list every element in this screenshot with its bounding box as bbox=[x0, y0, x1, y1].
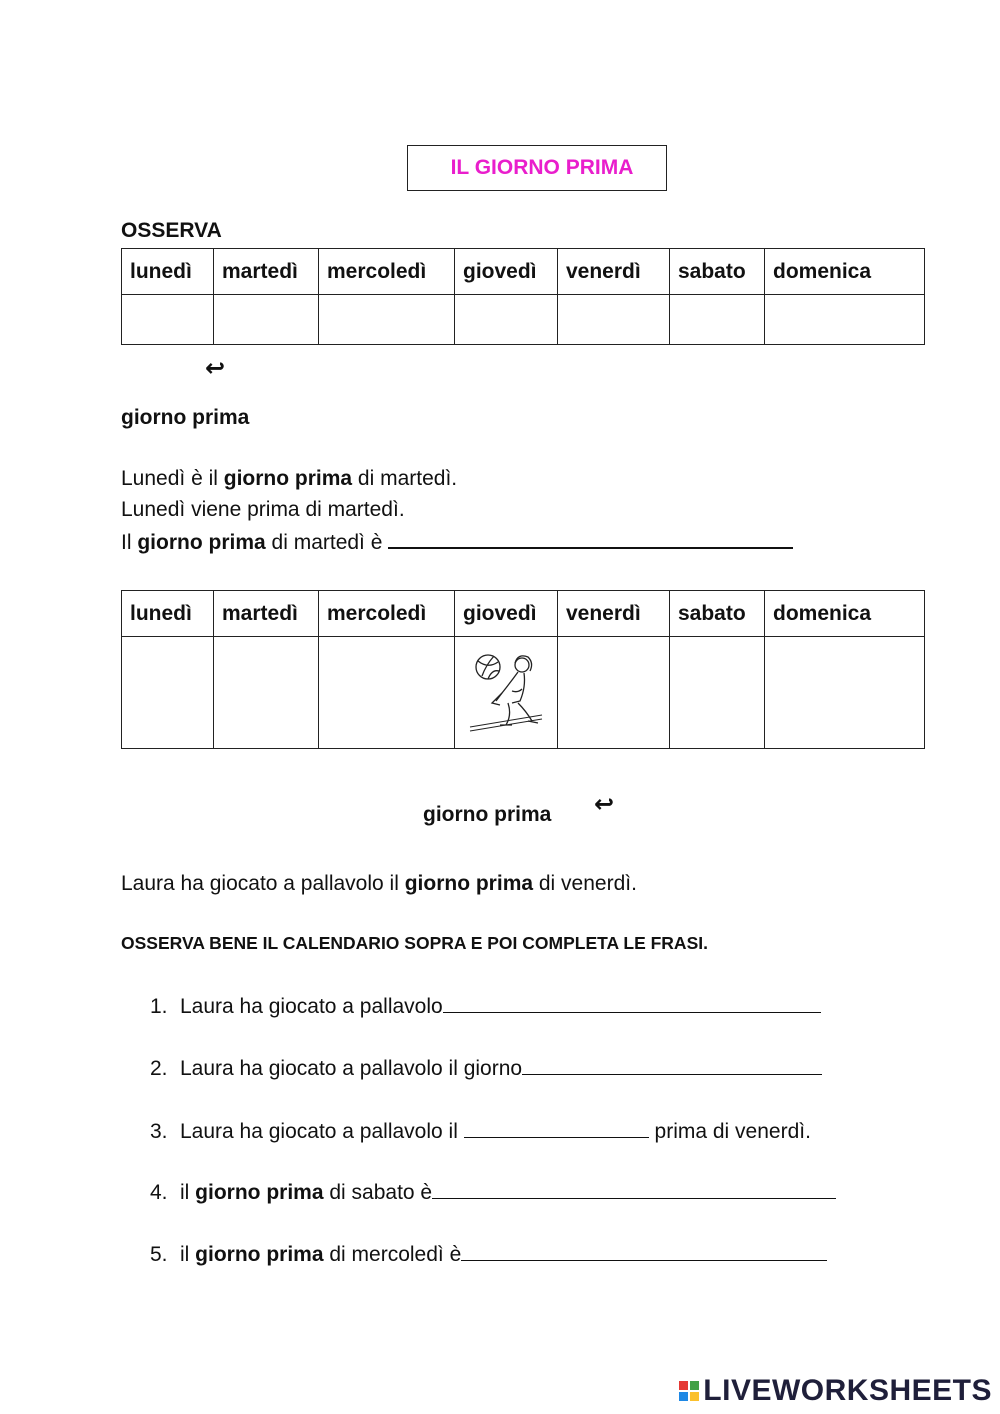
day-cell[interactable] bbox=[765, 295, 925, 345]
text-part: Laura ha giocato a pallavolo il bbox=[121, 872, 405, 895]
logo-square bbox=[690, 1392, 699, 1401]
day-header: mercoledì bbox=[319, 249, 455, 295]
day-header: lunedì bbox=[122, 591, 214, 637]
day-header: venerdì bbox=[558, 249, 670, 295]
day-cell-volleyball bbox=[455, 637, 558, 749]
giorno-prima-label-2: giorno prima bbox=[423, 803, 552, 826]
exercise-number: 4. bbox=[150, 1181, 168, 1204]
exercise-text: di sabato è bbox=[323, 1181, 433, 1204]
day-cell bbox=[122, 637, 214, 749]
day-cell[interactable] bbox=[122, 295, 214, 345]
day-cell bbox=[214, 637, 319, 749]
day-cell[interactable] bbox=[214, 295, 319, 345]
day-header: giovedì bbox=[455, 249, 558, 295]
answer-blank[interactable] bbox=[432, 1180, 836, 1199]
volleyball-sentence bbox=[121, 872, 637, 896]
exercise-item bbox=[150, 1180, 836, 1205]
example-line-1 bbox=[121, 467, 457, 491]
example-line-2: Lunedì viene prima di martedì. bbox=[121, 498, 405, 521]
answer-blank[interactable] bbox=[443, 994, 821, 1013]
week-empty-row bbox=[122, 295, 925, 345]
liveworksheets-logo bbox=[679, 1374, 992, 1408]
day-cell[interactable] bbox=[455, 295, 558, 345]
giorno-prima-label: giorno prima bbox=[121, 406, 250, 429]
day-header: martedì bbox=[214, 591, 319, 637]
day-header: martedì bbox=[214, 249, 319, 295]
exercise-text: Laura ha giocato a pallavolo bbox=[180, 995, 443, 1018]
week-table-1 bbox=[121, 248, 925, 345]
exercise-text: il bbox=[180, 1243, 196, 1266]
bold-part: giorno prima bbox=[195, 1181, 324, 1204]
day-cell bbox=[319, 637, 455, 749]
day-cell[interactable] bbox=[319, 295, 455, 345]
week-header-row bbox=[122, 591, 925, 637]
answer-blank[interactable] bbox=[522, 1056, 822, 1075]
day-header: domenica bbox=[765, 591, 925, 637]
bold-part: giorno prima bbox=[195, 1243, 324, 1266]
exercise-item bbox=[150, 1119, 811, 1144]
day-header: venerdì bbox=[558, 591, 670, 637]
day-header: lunedì bbox=[122, 249, 214, 295]
bold-part: giorno prima bbox=[223, 467, 353, 490]
back-arrow-icon: ↩ bbox=[594, 791, 615, 818]
text-part: Lunedì è il bbox=[121, 467, 224, 490]
text-part: di martedì è bbox=[265, 531, 389, 554]
exercise-number: 3. bbox=[150, 1120, 168, 1143]
example-line-3 bbox=[121, 529, 793, 555]
osserva-heading: OSSERVA bbox=[121, 219, 222, 242]
answer-blank[interactable] bbox=[388, 529, 793, 549]
instruction: OSSERVA BENE IL CALENDARIO SOPRA E POI COMPLETA LE FRASI. bbox=[121, 933, 708, 953]
day-cell[interactable] bbox=[558, 295, 670, 345]
logo-square bbox=[679, 1381, 688, 1390]
day-header: giovedì bbox=[455, 591, 558, 637]
day-header: mercoledì bbox=[319, 591, 455, 637]
exercise-number: 5. bbox=[150, 1243, 168, 1266]
week-header-row bbox=[122, 249, 925, 295]
logo-text: LIVEWORKSHEETS bbox=[703, 1374, 992, 1407]
bold-part: giorno prima bbox=[137, 531, 266, 554]
day-cell bbox=[558, 637, 670, 749]
exercise-number: 2. bbox=[150, 1057, 168, 1080]
logo-mark-icon bbox=[679, 1381, 699, 1401]
week-picture-row bbox=[122, 637, 925, 749]
logo-square bbox=[690, 1381, 699, 1390]
bold-part: giorno prima bbox=[404, 872, 534, 895]
exercise-number: 1. bbox=[150, 995, 168, 1018]
day-header: sabato bbox=[670, 249, 765, 295]
day-cell bbox=[670, 637, 765, 749]
answer-blank[interactable] bbox=[461, 1242, 827, 1261]
week-table-2 bbox=[121, 590, 925, 749]
exercise-item bbox=[150, 1056, 822, 1081]
volleyball-player-icon bbox=[466, 645, 546, 735]
exercise-item bbox=[150, 994, 821, 1019]
exercise-text: il bbox=[180, 1181, 196, 1204]
day-header: sabato bbox=[670, 591, 765, 637]
text-part: di venerdì. bbox=[533, 872, 637, 895]
page-title: IL GIORNO PRIMA bbox=[407, 145, 667, 191]
back-arrow-icon: ↩ bbox=[205, 355, 226, 382]
exercise-text: prima di venerdì. bbox=[648, 1120, 811, 1143]
exercise-text: Laura ha giocato a pallavolo il giorno bbox=[180, 1057, 523, 1080]
text-part: Il bbox=[121, 531, 138, 554]
answer-blank[interactable] bbox=[464, 1119, 649, 1138]
day-cell bbox=[765, 637, 925, 749]
text-part: di martedì. bbox=[352, 467, 458, 490]
day-cell[interactable] bbox=[670, 295, 765, 345]
exercise-text: Laura ha giocato a pallavolo il bbox=[180, 1120, 464, 1143]
logo-square bbox=[679, 1392, 688, 1401]
exercise-text: di mercoledì è bbox=[323, 1243, 462, 1266]
day-header: domenica bbox=[765, 249, 925, 295]
exercise-item bbox=[150, 1242, 827, 1267]
